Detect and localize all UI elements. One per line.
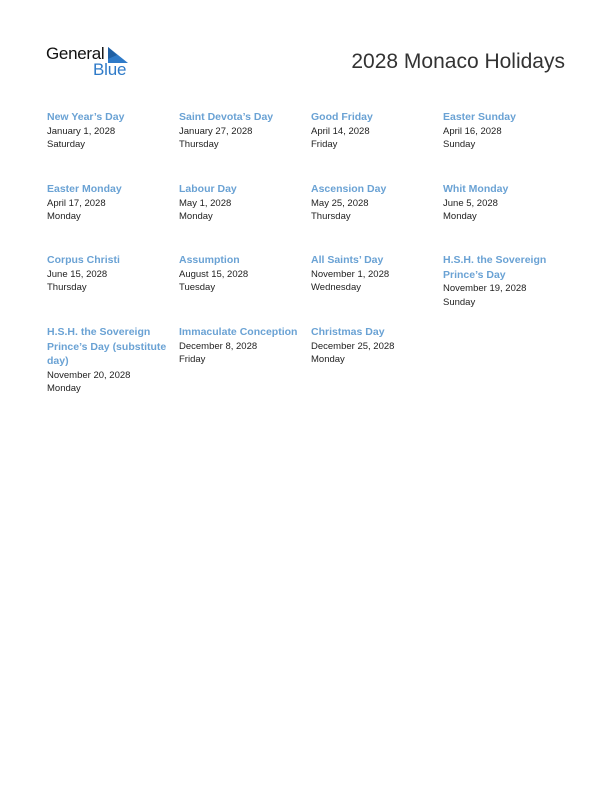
holiday-weekday: Tuesday [179,282,216,293]
holiday-date: May 1, 2028 [179,197,232,209]
holiday-date: January 1, 2028 [47,125,116,137]
holiday-name: Labour Day [179,183,237,195]
holiday-name: All Saints’ Day [311,254,384,266]
holiday-item [179,110,303,152]
holiday-weekday: Monday [443,211,477,222]
holiday-name: Corpus Christi [47,254,120,266]
holiday-item [47,253,171,295]
holiday-date: November 1, 2028 [311,268,390,280]
holiday-date: April 17, 2028 [47,197,106,209]
holiday-weekday: Sunday [443,139,476,150]
holiday-weekday: Monday [47,211,81,222]
holiday-name: Good Friday [311,111,373,123]
holiday-name: New Year’s Day [47,111,125,123]
holiday-item [179,182,303,224]
holiday-name: Ascension Day [311,183,387,195]
holiday-weekday: Friday [311,139,338,150]
holiday-date: April 14, 2028 [311,125,370,137]
holiday-item [47,182,171,224]
holiday-item [311,253,435,295]
holiday-date: December 25, 2028 [311,340,395,352]
holiday-name: Easter Monday [47,183,122,195]
holiday-date: December 8, 2028 [179,340,258,352]
holiday-name: Christmas Day [311,326,385,338]
holiday-weekday: Saturday [47,139,86,150]
holiday-name: H.S.H. the Sovereign Prince’s Day [443,254,547,281]
holiday-item [443,182,567,224]
holiday-date: August 15, 2028 [179,268,249,280]
holiday-date: November 19, 2028 [443,283,527,294]
holiday-item [311,110,435,152]
holiday-weekday: Monday [311,354,345,365]
holiday-item [443,253,567,309]
holiday-weekday: Thursday [47,282,87,293]
page-title: 2028 Monaco Holidays [351,50,565,73]
holiday-name: Whit Monday [443,183,509,195]
holiday-item [179,325,303,367]
holiday-item [311,182,435,224]
holiday-name: Easter Sunday [443,111,516,123]
holiday-date: June 5, 2028 [443,197,498,209]
holiday-date: November 20, 2028 [47,369,131,381]
holiday-weekday: Monday [47,383,81,394]
holiday-weekday: Thursday [311,211,351,222]
brand-logo [46,44,136,80]
holiday-weekday: Friday [179,354,206,365]
holiday-date: June 15, 2028 [47,268,108,280]
holiday-item [311,325,435,367]
logo-text-blue: Blue [93,60,127,79]
holiday-weekday: Sunday [443,296,476,308]
holiday-item [47,325,171,396]
holiday-weekday: Monday [179,211,213,222]
holiday-weekday: Wednesday [311,282,361,293]
holiday-date: April 16, 2028 [443,125,502,137]
holiday-weekday: Thursday [179,139,219,150]
holiday-date: January 27, 2028 [179,125,253,137]
holiday-name: H.S.H. the Sovereign Prince’s Day (substitute day) [47,326,167,367]
holiday-name: Assumption [179,254,240,266]
logo-text-general: General [46,44,105,63]
holiday-item [179,253,303,295]
holiday-item [443,110,567,152]
holiday-item [47,110,171,152]
holiday-name: Saint Devota’s Day [179,111,274,123]
holiday-name: Immaculate Conception [179,326,298,338]
holiday-date: May 25, 2028 [311,197,369,209]
